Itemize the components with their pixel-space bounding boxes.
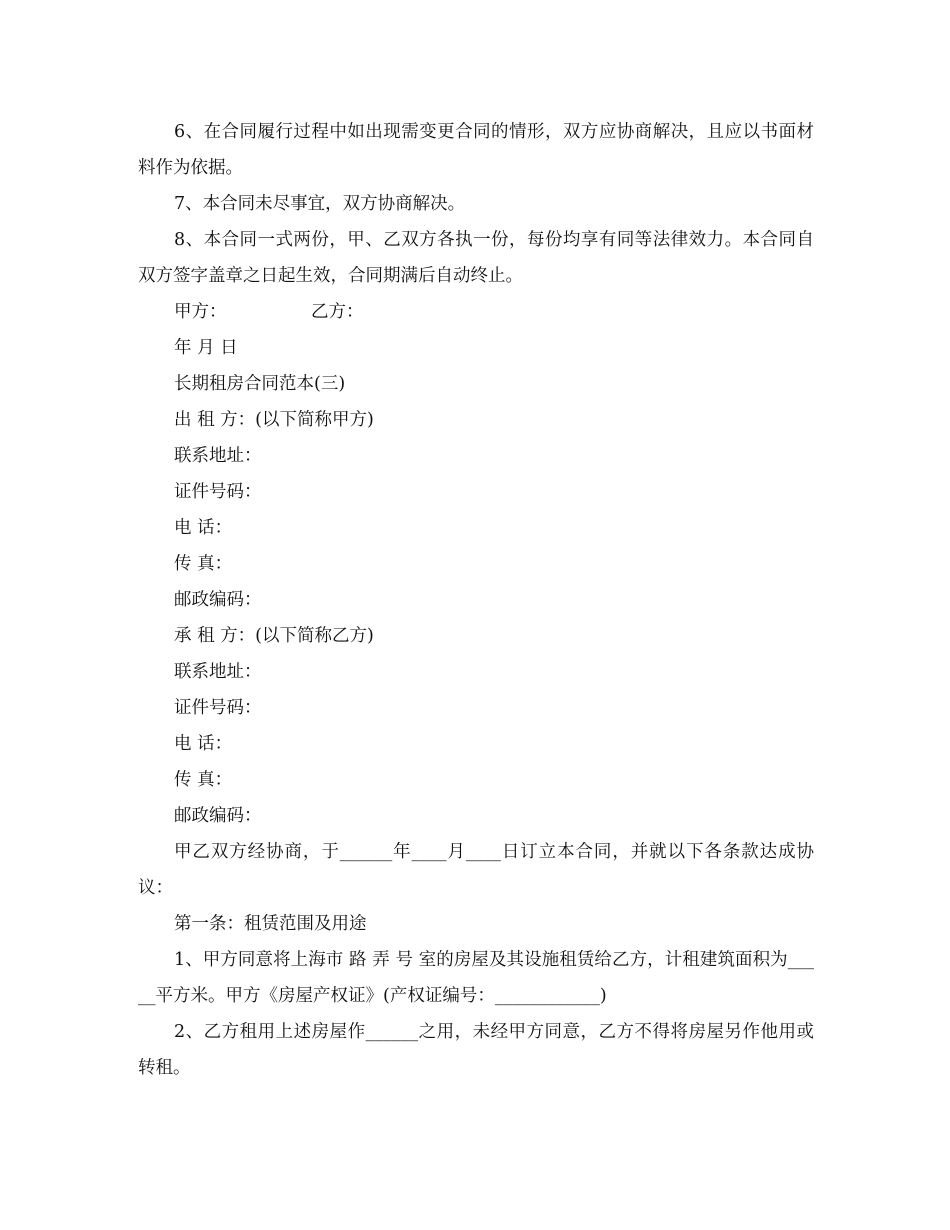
- lessee-postcode: 邮政编码：: [174, 806, 262, 826]
- agreement-paragraph: 甲乙双方经协商，于______年____月____日订立本合同，并就以下各条款达成协议：: [138, 842, 814, 898]
- party-a-signature: 甲方：: [174, 302, 227, 322]
- lessee-title: 承 租 方：(以下简称乙方): [174, 626, 374, 646]
- lessor-title: 出 租 方：(以下简称甲方): [174, 410, 374, 430]
- lessor-phone: 电 话：: [174, 518, 233, 538]
- lessor-fax: 传 真：: [174, 554, 233, 574]
- signature-row: [138, 294, 814, 330]
- section-title: 长期租房合同范本(三): [174, 374, 346, 394]
- clause-8: 8、本合同一式两份，甲、乙双方各执一份，每份均享有同等法律效力。本合同自双方签字盖章之日起生效，合同期满后自动终止。: [138, 230, 814, 286]
- article-1-item-1: 1、甲方同意将上海市 路 弄 号 室的房屋及其设施租赁给乙方，计租建筑面积为_____平方米。甲方《房屋产权证》(产权证编号：____________): [138, 950, 814, 1006]
- clause-6: 6、在合同履行过程中如出现需变更合同的情形，双方应协商解决，且应以书面材料作为依据。: [138, 122, 814, 178]
- lessee-fax: 传 真：: [174, 770, 233, 790]
- lessee-address: 联系地址：: [174, 662, 262, 682]
- lessor-postcode: 邮政编码：: [174, 590, 262, 610]
- document-page: [138, 114, 814, 1086]
- lessor-address: 联系地址：: [174, 446, 262, 466]
- clause-7: 7、本合同未尽事宜，双方协商解决。: [174, 194, 466, 214]
- article-1-title: 第一条：租赁范围及用途: [174, 914, 367, 934]
- party-b-signature: 乙方：: [311, 302, 364, 322]
- lessee-phone: 电 话：: [174, 734, 233, 754]
- article-1-item-2: 2、乙方租用上述房屋作______之用，未经甲方同意，乙方不得将房屋另作他用或转租。: [138, 1022, 814, 1078]
- lessor-id-number: 证件号码：: [174, 482, 262, 502]
- lessee-id-number: 证件号码：: [174, 698, 262, 718]
- date-line: 年 月 日: [174, 338, 238, 358]
